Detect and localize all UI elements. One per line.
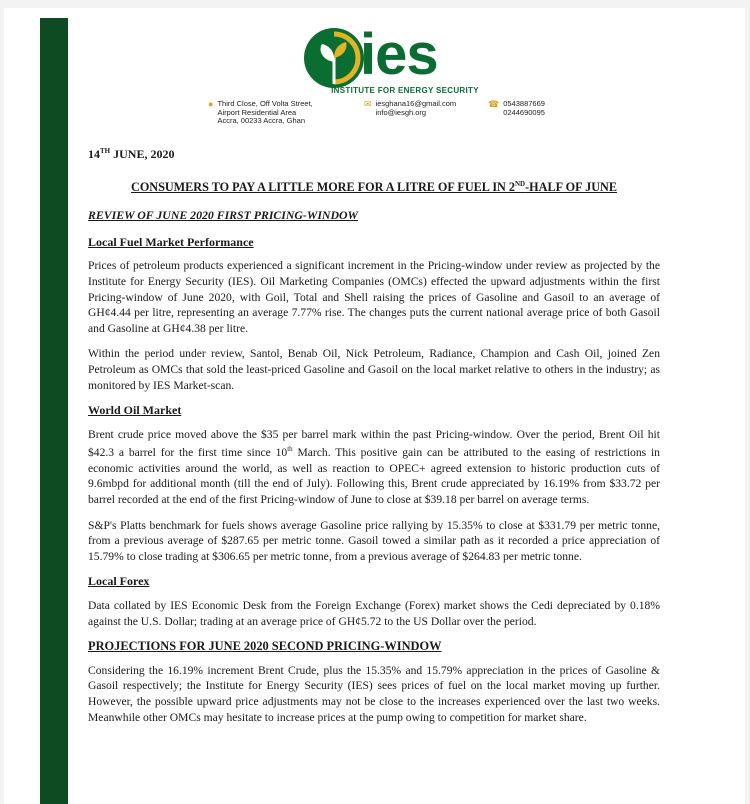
logo-wordmark: ies bbox=[360, 22, 438, 87]
left-accent-bar bbox=[40, 18, 68, 804]
section-title-forex: Local Forex bbox=[88, 574, 150, 589]
local-fuel-paragraph-1: Prices of petroleum products experienced a significant increment in the Pricing-window under review as projected by the Institute for Energy Security (IES). Oil Marketing Companies (OMCs) effected the upward adjustments within the first Pricing-window of June 2020, with Goil, Total and Shell raising the prices of Gasoline and Gasoil to an average of GH¢4.44 per litre, representing an average 7.77% rise. The changes puts the current national average price of both Gasoil and Gasoline at GH¢4.38 per litre. bbox=[88, 259, 660, 335]
date-day: 14 bbox=[88, 147, 100, 161]
world-oil-p1-pre: Brent crude price moved above the $35 per barrel mark within the past Pricing-window. Over the period, Brent Oil hit $42.3 a barrel for the first time since 10 bbox=[88, 427, 660, 460]
phone-2: 0244690095 bbox=[503, 107, 545, 117]
headline bbox=[88, 177, 660, 196]
world-oil-p1-post: March. This positive gain can be attributed to the easing of restrictions in economic activities around the world, as well as reaction to OPEC+ agreed extension to historic production cuts of 9.6mbpd for additional month (till the end of July). Following this, Brent crude appreciated by 16.19% from $33.72 per barrel recorded at the end of the first Pricing-window of June to close at $39.18 per barrel on average terms. bbox=[88, 446, 660, 507]
phone-1: 0543887669 bbox=[503, 99, 545, 108]
projections-paragraph: Considering the 16.19% increment Brent Crude, plus the 15.35% and 15.79% appreciation in the prices of Gasoline & Gasoil respectively; the Institute for Energy Security (IES) sees prices of fuel on the local market moving up further. However, the possible upward price adjustments may not be close to the increases experienced over the last two weeks. Meanwhile other OMCs may hesitate to increase prices at the pump owing to competition for market share. bbox=[88, 663, 660, 724]
section-title-projections: PROJECTIONS FOR JUNE 2020 SECOND PRICING-WINDOW bbox=[88, 639, 442, 654]
date-suffix: TH bbox=[100, 147, 111, 155]
section-title-local-fuel: Local Fuel Market Performance bbox=[88, 234, 254, 249]
world-oil-paragraph-1 bbox=[88, 427, 660, 508]
logo-tagline: INSTITUTE FOR ENERGY SECURITY bbox=[331, 86, 479, 95]
review-title: REVIEW OF JUNE 2020 FIRST PRICING-WINDOW bbox=[88, 208, 358, 223]
release-date bbox=[88, 144, 660, 163]
contact-phone bbox=[488, 100, 545, 117]
headline-post: -HALF OF JUNE bbox=[525, 179, 617, 194]
phone-icon: ☎ bbox=[488, 99, 500, 109]
world-oil-paragraph-2: S&P's Platts benchmark for fuels shows average Gasoline price rallying by 15.35% to close at $331.79 per metric tonne, from a previous average of $287.65 per metric tonne. Gasoil towed a similar path as it recorded a price appreciation of 15.79% to close trading at $306.65 per metric tonne, from a previous average of $264.83 per metric tonne. bbox=[88, 518, 660, 563]
world-oil-p1-sup: th bbox=[287, 445, 293, 454]
contact-email bbox=[364, 100, 456, 117]
address-line-2: Airport Residential Area bbox=[217, 107, 297, 117]
location-pin-icon: ● bbox=[208, 99, 214, 109]
headline-sup: ND bbox=[515, 179, 526, 188]
email-icon: ✉ bbox=[364, 99, 372, 109]
headline-pre: CONSUMERS TO PAY A LITTLE MORE FOR A LITRE OF FUEL IN 2 bbox=[131, 179, 515, 194]
contact-address bbox=[208, 100, 313, 126]
date-rest: JUNE, 2020 bbox=[110, 147, 175, 161]
section-title-world-oil: World Oil Market bbox=[88, 403, 182, 418]
forex-paragraph: Data collated by IES Economic Desk from the Foreign Exchange (Forex) market shows the Cedi depreciated by 0.18% against the U.S. Dollar; trading at an average price of GH¢5.72 to the US Dollar over the period. bbox=[88, 598, 660, 628]
email-2[interactable]: info@iesgh.org bbox=[375, 107, 427, 117]
address-line-1: Third Close, Off Volta Street, bbox=[217, 99, 313, 108]
local-fuel-paragraph-2: Within the period under review, Santol, Benab Oil, Nick Petroleum, Radiance, Champion and Cash Oil, joined Zen Petroleum as OMCs that sold the least-priced Gasoline and Gasoil on the local market relative to others in the industry; as monitored by IES Market-scan. bbox=[88, 347, 660, 392]
address-line-3: Accra, 00233 Accra, Ghan bbox=[217, 116, 305, 125]
email-1[interactable]: iesghana16@gmail.com bbox=[375, 99, 457, 108]
press-release-body bbox=[88, 144, 660, 735]
